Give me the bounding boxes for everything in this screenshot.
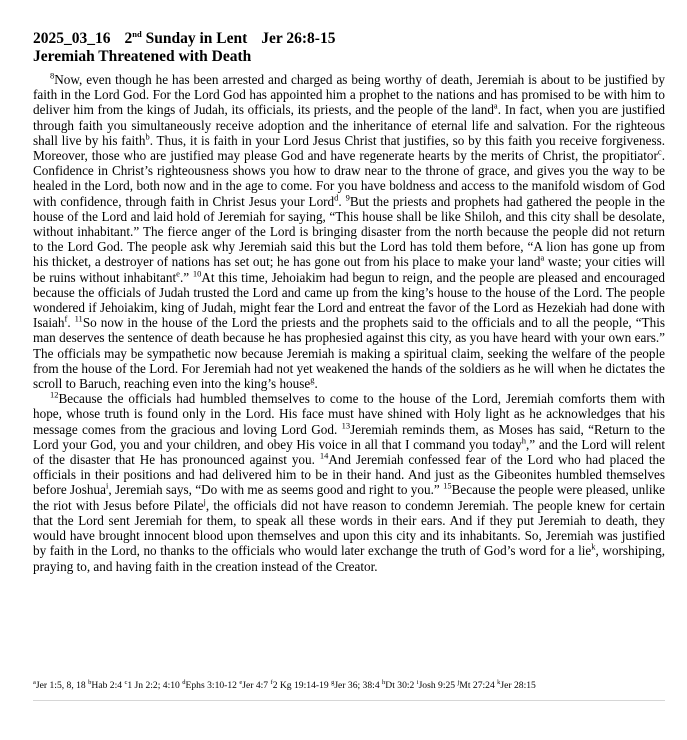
footnote-mark: e bbox=[239, 678, 243, 686]
footnote-mark: i bbox=[416, 678, 419, 686]
footnote-marker: e bbox=[176, 268, 180, 279]
footnote-item bbox=[182, 680, 237, 691]
paragraph-text: . bbox=[67, 315, 75, 331]
paragraph-text: waste; your cities will be ruins without inhabitant bbox=[33, 254, 665, 285]
paragraph-text: , the officials did not have reason to condemn Jeremiah. The people knew for certain that the Lord sent Jeremiah for them, to speak all these words in their ears. And if they put Jeremiah to death, they would have brought innocent blood upon themselves and upon this city and its inhabitants. So, Jeremiah was justified by faith in the Lord, no thanks to the officials who would later exchange the truth of God’s word for a lie bbox=[33, 497, 665, 559]
footnote-item bbox=[88, 680, 122, 691]
verse-number: 13 bbox=[341, 420, 351, 431]
footnote-marker: g bbox=[310, 374, 315, 385]
footnote-reference: Jer 4:7 bbox=[242, 680, 269, 691]
paragraph-text: Jeremiah reminds them, as Moses has said, “Return to the Lord your God, you and your children, and obey His voice in all that I command you today bbox=[33, 421, 666, 452]
footnote-marker: f bbox=[64, 313, 68, 324]
paragraph-text: But the priests and prophets had gathered the people in the house of the Lord and laid hold of Jeremiah for saying, “This house shall be like Shiloh, and this city shall be desolate, without inhabitant.” The fierce anger of the Lord is bringing disaster from the north because the people did not return to the Lord God. The people ask why Jeremiah said this but the Lord has told them before, “A lion has gone up from his thicket, a destroyer of nations has set out; he has gone out from his place to make your land bbox=[33, 193, 666, 270]
footnote-marker: k bbox=[591, 541, 596, 552]
footnote-mark: b bbox=[88, 678, 92, 686]
footnote-item bbox=[457, 680, 494, 691]
paragraph bbox=[33, 72, 665, 391]
paragraph-text: So now in the house of the Lord the priests and the prophets said to the officials and to all the people, “This man deserves the sentence of death because he has prophesied against this city, as you have heard with your own ears.” The officials may be sympathetic now because Jeremiah is making a spiritual claim, seeking the welfare of the people from the house of the Lord. For Jeremiah had not yet weakened the hands of the soldiers as he will when he dictates the scroll to Baruch, reaching even into the king’s house bbox=[33, 315, 665, 392]
footnote-mark: f bbox=[270, 678, 273, 686]
verse-number: 8 bbox=[50, 70, 55, 81]
footnote-reference: Hab 2:4 bbox=[91, 680, 123, 691]
footnote-marker: a bbox=[493, 101, 498, 112]
sunday-ordinal: 2 bbox=[124, 30, 133, 47]
paragraph-text: Now, even though he has been arrested and charged as being worthy of death, Jeremiah is about to be justified by faith in the Lord God. For the Lord God has appointed him a prophet to the nations and has promised to be with him to deliver him from the kings of Judah, its officials, its priests, and the people of the land bbox=[33, 72, 665, 118]
footnote-reference: Jer 1:5, 8, 18 bbox=[35, 680, 86, 691]
footnote-marker: i bbox=[105, 481, 109, 492]
title-line bbox=[33, 30, 665, 48]
document-header bbox=[33, 30, 665, 66]
footnote-marker: j bbox=[203, 496, 206, 507]
paragraph-text: . Confidence in Christ’s righteousness shows you how to draw near to the throne of grace, and gives you the way to be healed in the Lord, both now and in the age to come. For you have boldness and access to the manifold wisdom of God with confidence, through faith in Christ Jesus your Lord bbox=[33, 148, 665, 209]
footnote-reference: Jer 28:15 bbox=[500, 680, 536, 691]
footnote-item bbox=[239, 680, 268, 691]
footnote-mark: g bbox=[331, 678, 335, 686]
footnote-divider bbox=[33, 700, 665, 701]
footnote-mark: j bbox=[457, 678, 460, 686]
footnote-reference: Mt 27:24 bbox=[459, 680, 495, 691]
verse-number: 12 bbox=[50, 389, 59, 400]
paragraph-text: .” bbox=[179, 269, 193, 285]
paragraph-text: ,” and the Lord will relent of the disaster that He has pronounced against you. bbox=[33, 436, 665, 468]
footnote-reference: 2 Kg 19:14-19 bbox=[272, 680, 329, 691]
verse-number: 14 bbox=[319, 450, 329, 461]
paragraph-text: . Thus, it is faith in your Lord Jesus Christ that justifies, so by this faith you receive forgiveness. Moreover, those who are justified may please God and have regenerate hearts by the merits of Christ, the propitiator bbox=[33, 132, 666, 164]
footnote-marker: a bbox=[540, 253, 545, 264]
footnote-marker: c bbox=[657, 146, 662, 157]
footnote-reference: 1 Jn 2:2; 4:10 bbox=[127, 680, 180, 691]
verse-number: 11 bbox=[74, 313, 83, 324]
paragraph-text: , worshiping, praying to, and having faith in the creation instead of the Creator. bbox=[33, 543, 665, 574]
paragraph-text: Because the people were pleased, unlike the riot with Jesus before Pilate bbox=[33, 482, 666, 513]
paragraph-text: . bbox=[314, 376, 318, 392]
footnote-reference: Josh 9:25 bbox=[418, 680, 456, 691]
scripture-reference: Jer 26:8-15 bbox=[261, 30, 336, 47]
verse-number: 10 bbox=[192, 268, 202, 279]
paragraph-text: Because the officials had humbled themselves to come to the house of the Lord, Jeremiah comforts them with hope, whose truth is found only in the Lord. His face must have shined with Holy light as he acknowledges that his message comes from the gracious and loving Lord God. bbox=[33, 391, 665, 437]
paragraph-text: . In fact, when you are justified through faith you simultaneously receive adoption and the inheritance of eternal life and salvation. For the righteous shall live by his faith bbox=[33, 102, 665, 148]
ordinal-suffix: nd bbox=[132, 28, 142, 39]
footnote-reference: Dt 30:2 bbox=[385, 680, 415, 691]
sermon-body bbox=[33, 72, 665, 574]
paragraph-text: . bbox=[338, 193, 346, 209]
footnote-marker: d bbox=[334, 192, 339, 203]
paragraph-text: At this time, Jehoiakim had begun to reign, and the people are pleased and encouraged because the officials of Judah trusted the Lord and came up from the king’s house to the house of the Lord. The people wondered if Jehoiakim, king of Judah, might fear the Lord and entreat the favor of the Lord as Hezekiah had done with Isaiah bbox=[33, 269, 665, 331]
footnote-mark: k bbox=[497, 678, 501, 686]
footnote-mark: d bbox=[182, 678, 186, 686]
verse-number: 15 bbox=[443, 481, 452, 492]
sermon-subtitle: Jeremiah Threatened with Death bbox=[33, 48, 252, 65]
footnote-reference: Ephs 3:10-12 bbox=[185, 680, 237, 691]
paragraph-text: And Jeremiah confessed fear of the Lord who had placed the officials in their positions and had delivered him to be in their hand. And just as the Gibeonites humbled themselves before Joshua bbox=[33, 452, 666, 498]
footnote-marker: b bbox=[145, 131, 150, 142]
footnote-item bbox=[33, 680, 86, 691]
footnote-item bbox=[271, 680, 329, 691]
paragraph-text: , Jeremiah says, “Do with me as seems good and right to you.” bbox=[108, 482, 444, 498]
day-title: Sunday in Lent bbox=[141, 30, 248, 47]
footnote-reference: Jer 36; 38:4 bbox=[334, 680, 380, 691]
sermon-date: 2025_03_16 bbox=[33, 30, 111, 47]
footnote-marker: h bbox=[521, 435, 526, 446]
footnote-mark: h bbox=[382, 678, 386, 686]
footnote-mark: a bbox=[33, 678, 36, 686]
footnote-item bbox=[497, 680, 536, 691]
footnote-item bbox=[417, 680, 455, 691]
verse-number: 9 bbox=[345, 192, 350, 203]
footnote-item bbox=[382, 680, 414, 691]
footnote-mark: c bbox=[124, 678, 128, 686]
paragraph bbox=[33, 391, 665, 573]
footnote-item bbox=[331, 680, 380, 691]
footnote-item bbox=[124, 680, 179, 691]
footnotes bbox=[33, 680, 536, 692]
